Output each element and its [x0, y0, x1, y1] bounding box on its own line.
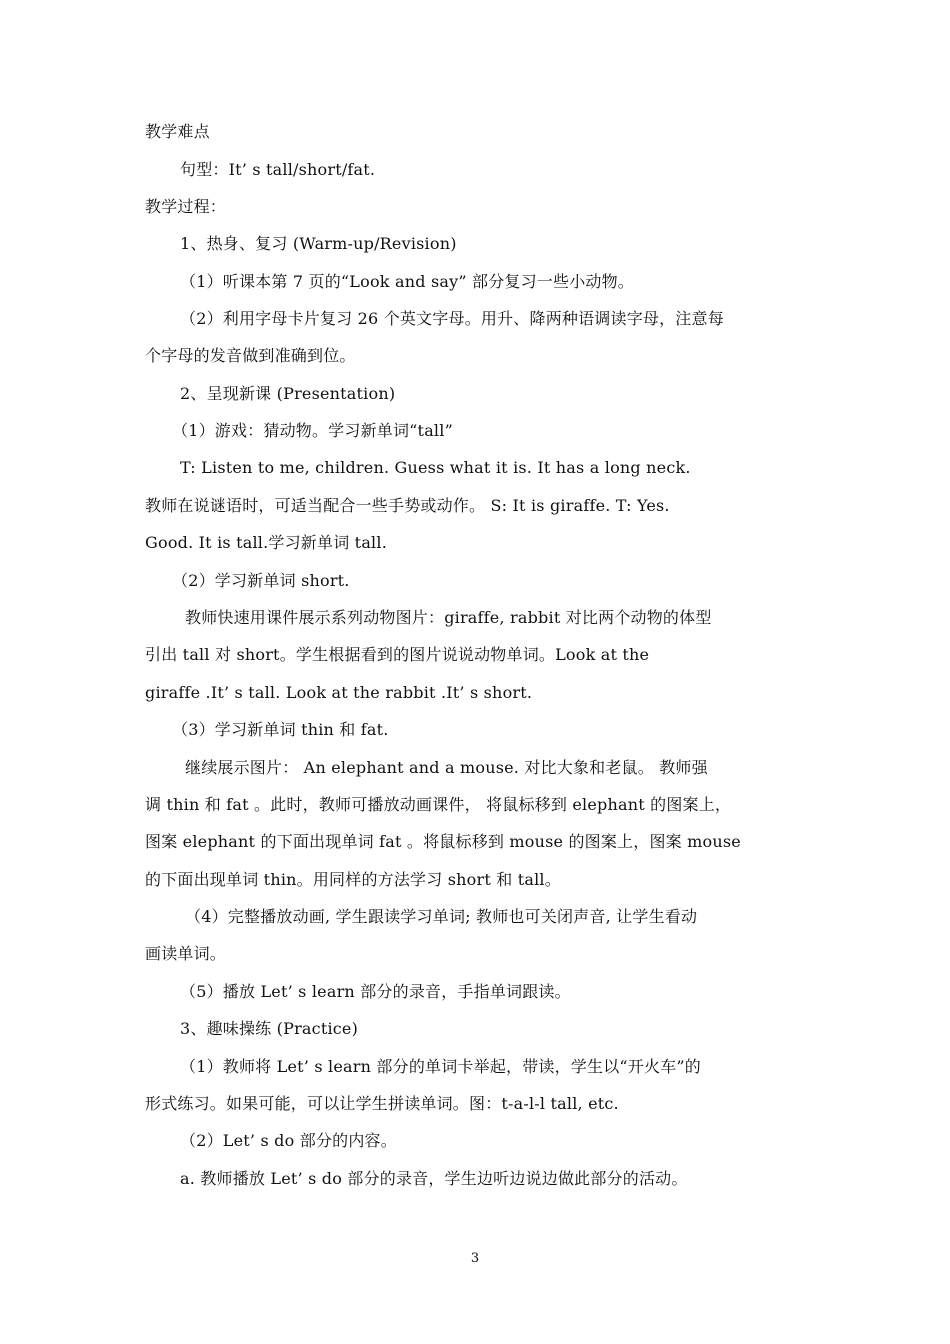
section-heading-warmup: 1、热身、复习 (Warm-up/Revision) [180, 234, 457, 253]
text-line: 形式练习。如果可能，可以让学生拼读单词。图：t-a-l-l tall, etc. [145, 1094, 619, 1113]
text-line: 引出 tall 对 short。学生根据看到的图片说说动物单词。Look at the [145, 645, 650, 664]
page-number: 3 [470, 1251, 480, 1266]
text-line: （1）教师将 Let’ s learn 部分的单词卡举起，带读，学生以“开火车”的 [180, 1057, 701, 1076]
text-line: 教师在说谜语时，可适当配合一些手势或动作。 S: It is giraffe. T: Yes. [145, 496, 670, 515]
text-line: 句型：It’ s tall/short/fat. [180, 160, 376, 179]
text-line: 的下面出现单词 thin。用同样的方法学习 short 和 tall。 [145, 870, 561, 889]
text-line: 继续展示图片： An elephant and a mouse. 对比大象和老鼠。 教师强 [185, 758, 708, 777]
text-line: T: Listen to me, children. Guess what it is. It has a long neck. [180, 458, 691, 477]
text-line: 图案 elephant 的下面出现单词 fat 。将鼠标移到 mouse 的图案上，图案 mouse [145, 832, 741, 851]
text-line: （1）听课本第 7 页的“Look and say” 部分复习一些小动物。 [180, 272, 635, 291]
text-line: 个字母的发音做到准确到位。 [145, 346, 356, 365]
text-line: 调 thin 和 fat 。此时，教师可播放动画课件， 将鼠标移到 elephant 的图案上， [145, 795, 732, 814]
text-line: （2）Let’ s do 部分的内容。 [180, 1131, 397, 1150]
text-line: （2）学习新单词 short. [172, 571, 350, 590]
text-line: giraffe .It’ s tall. Look at the rabbit .It’ s short. [145, 683, 533, 702]
text-line: Good. It is tall.学习新单词 tall. [145, 533, 387, 552]
heading-teaching-process: 教学过程： [145, 197, 227, 216]
text-line: （5）播放 Let’ s learn 部分的录音，手指单词跟读。 [180, 982, 571, 1001]
section-heading-presentation: 2、呈现新课 (Presentation) [180, 384, 396, 403]
text-line: 教师快速用课件展示系列动物图片：giraffe, rabbit 对比两个动物的体型 [185, 608, 712, 627]
text-line: （2）利用字母卡片复习 26 个英文字母。用升、降两种语调读字母，注意每 [180, 309, 724, 328]
text-line: （1）游戏：猜动物。学习新单词“tall” [172, 421, 453, 440]
text-line: （3）学习新单词 thin 和 fat. [172, 720, 389, 739]
text-line: 画读单词。 [145, 944, 227, 963]
text-line: a. 教师播放 Let’ s do 部分的录音，学生边听边说边做此部分的活动。 [180, 1169, 688, 1188]
section-heading-practice: 3、趣味操练 (Practice) [180, 1019, 359, 1038]
text-line: （4）完整播放动画, 学生跟读学习单词; 教师也可关闭声音, 让学生看动 [185, 907, 698, 926]
heading-teaching-difficulty: 教学难点 [145, 122, 210, 141]
